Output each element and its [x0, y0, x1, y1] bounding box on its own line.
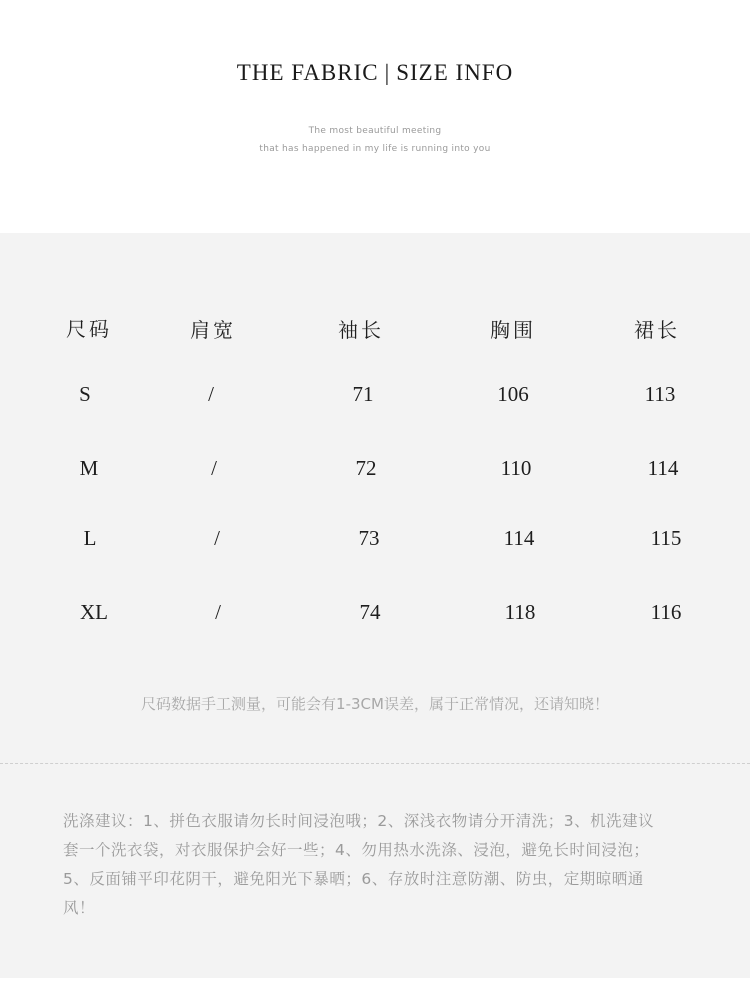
- table-cell-length-xl: 116: [650, 600, 682, 624]
- table-cell-shoulder-xl: /: [215, 600, 221, 624]
- table-cell-size-s: S: [79, 382, 91, 406]
- table-cell-sleeve-xl: 74: [359, 600, 381, 624]
- col-header-sleeve: 袖长: [338, 318, 384, 342]
- table-cell-size-m: M: [79, 456, 99, 480]
- table-cell-shoulder-s: /: [208, 382, 214, 406]
- header-section: [0, 0, 750, 233]
- table-cell-size-l: L: [83, 526, 97, 550]
- table-cell-sleeve-l: 73: [358, 526, 380, 550]
- care-line-1: 洗涤建议：1、拼色衣服请勿长时间浸泡哦；2、深浅衣物请分开清洗；3、机洗建议: [63, 812, 655, 830]
- col-header-shoulder: 肩宽: [190, 318, 236, 342]
- bottom-strip: [0, 978, 750, 994]
- care-instructions: [63, 807, 688, 923]
- table-cell-shoulder-l: /: [214, 526, 220, 550]
- table-cell-sleeve-m: 72: [355, 456, 377, 480]
- page-title: [0, 60, 750, 86]
- care-line-3: 5、反面铺平印花阴干，避免阳光下暴晒；6、存放时注意防潮、防虫，定期晾晒通: [63, 870, 644, 888]
- dashed-divider: [0, 763, 750, 764]
- measurement-note: 尺码数据手工测量，可能会有1-3CM误差，属于正常情况，还请知晓！: [141, 695, 609, 713]
- subtitle-line-1: The most beautiful meeting: [308, 126, 442, 136]
- col-header-length: 裙长: [634, 318, 680, 342]
- subtitle-line-2: that has happened in my life is running into you: [259, 144, 491, 154]
- care-line-2: 套一个洗衣袋，对衣服保护会好一些；4、勿用热水洗涤、浸泡，避免长时间浸泡；: [63, 841, 650, 859]
- table-cell-bust-xl: 118: [504, 600, 536, 624]
- title-fabric: THE FABRIC: [236, 60, 379, 85]
- care-line-4: 风！: [63, 899, 96, 917]
- table-cell-bust-m: 110: [500, 456, 532, 480]
- table-cell-length-m: 114: [647, 456, 679, 480]
- table-cell-sleeve-s: 71: [352, 382, 374, 406]
- table-cell-length-s: 113: [644, 382, 676, 406]
- title-size-info: SIZE INFO: [396, 60, 514, 85]
- table-cell-bust-s: 106: [497, 382, 529, 406]
- table-cell-bust-l: 114: [503, 526, 535, 550]
- col-header-size: 尺码: [66, 317, 112, 341]
- table-cell-shoulder-m: /: [211, 456, 217, 480]
- table-cell-size-xl: XL: [80, 600, 108, 624]
- title-separator: |: [384, 60, 391, 85]
- col-header-bust: 胸围: [490, 318, 536, 342]
- table-cell-length-l: 115: [650, 526, 682, 550]
